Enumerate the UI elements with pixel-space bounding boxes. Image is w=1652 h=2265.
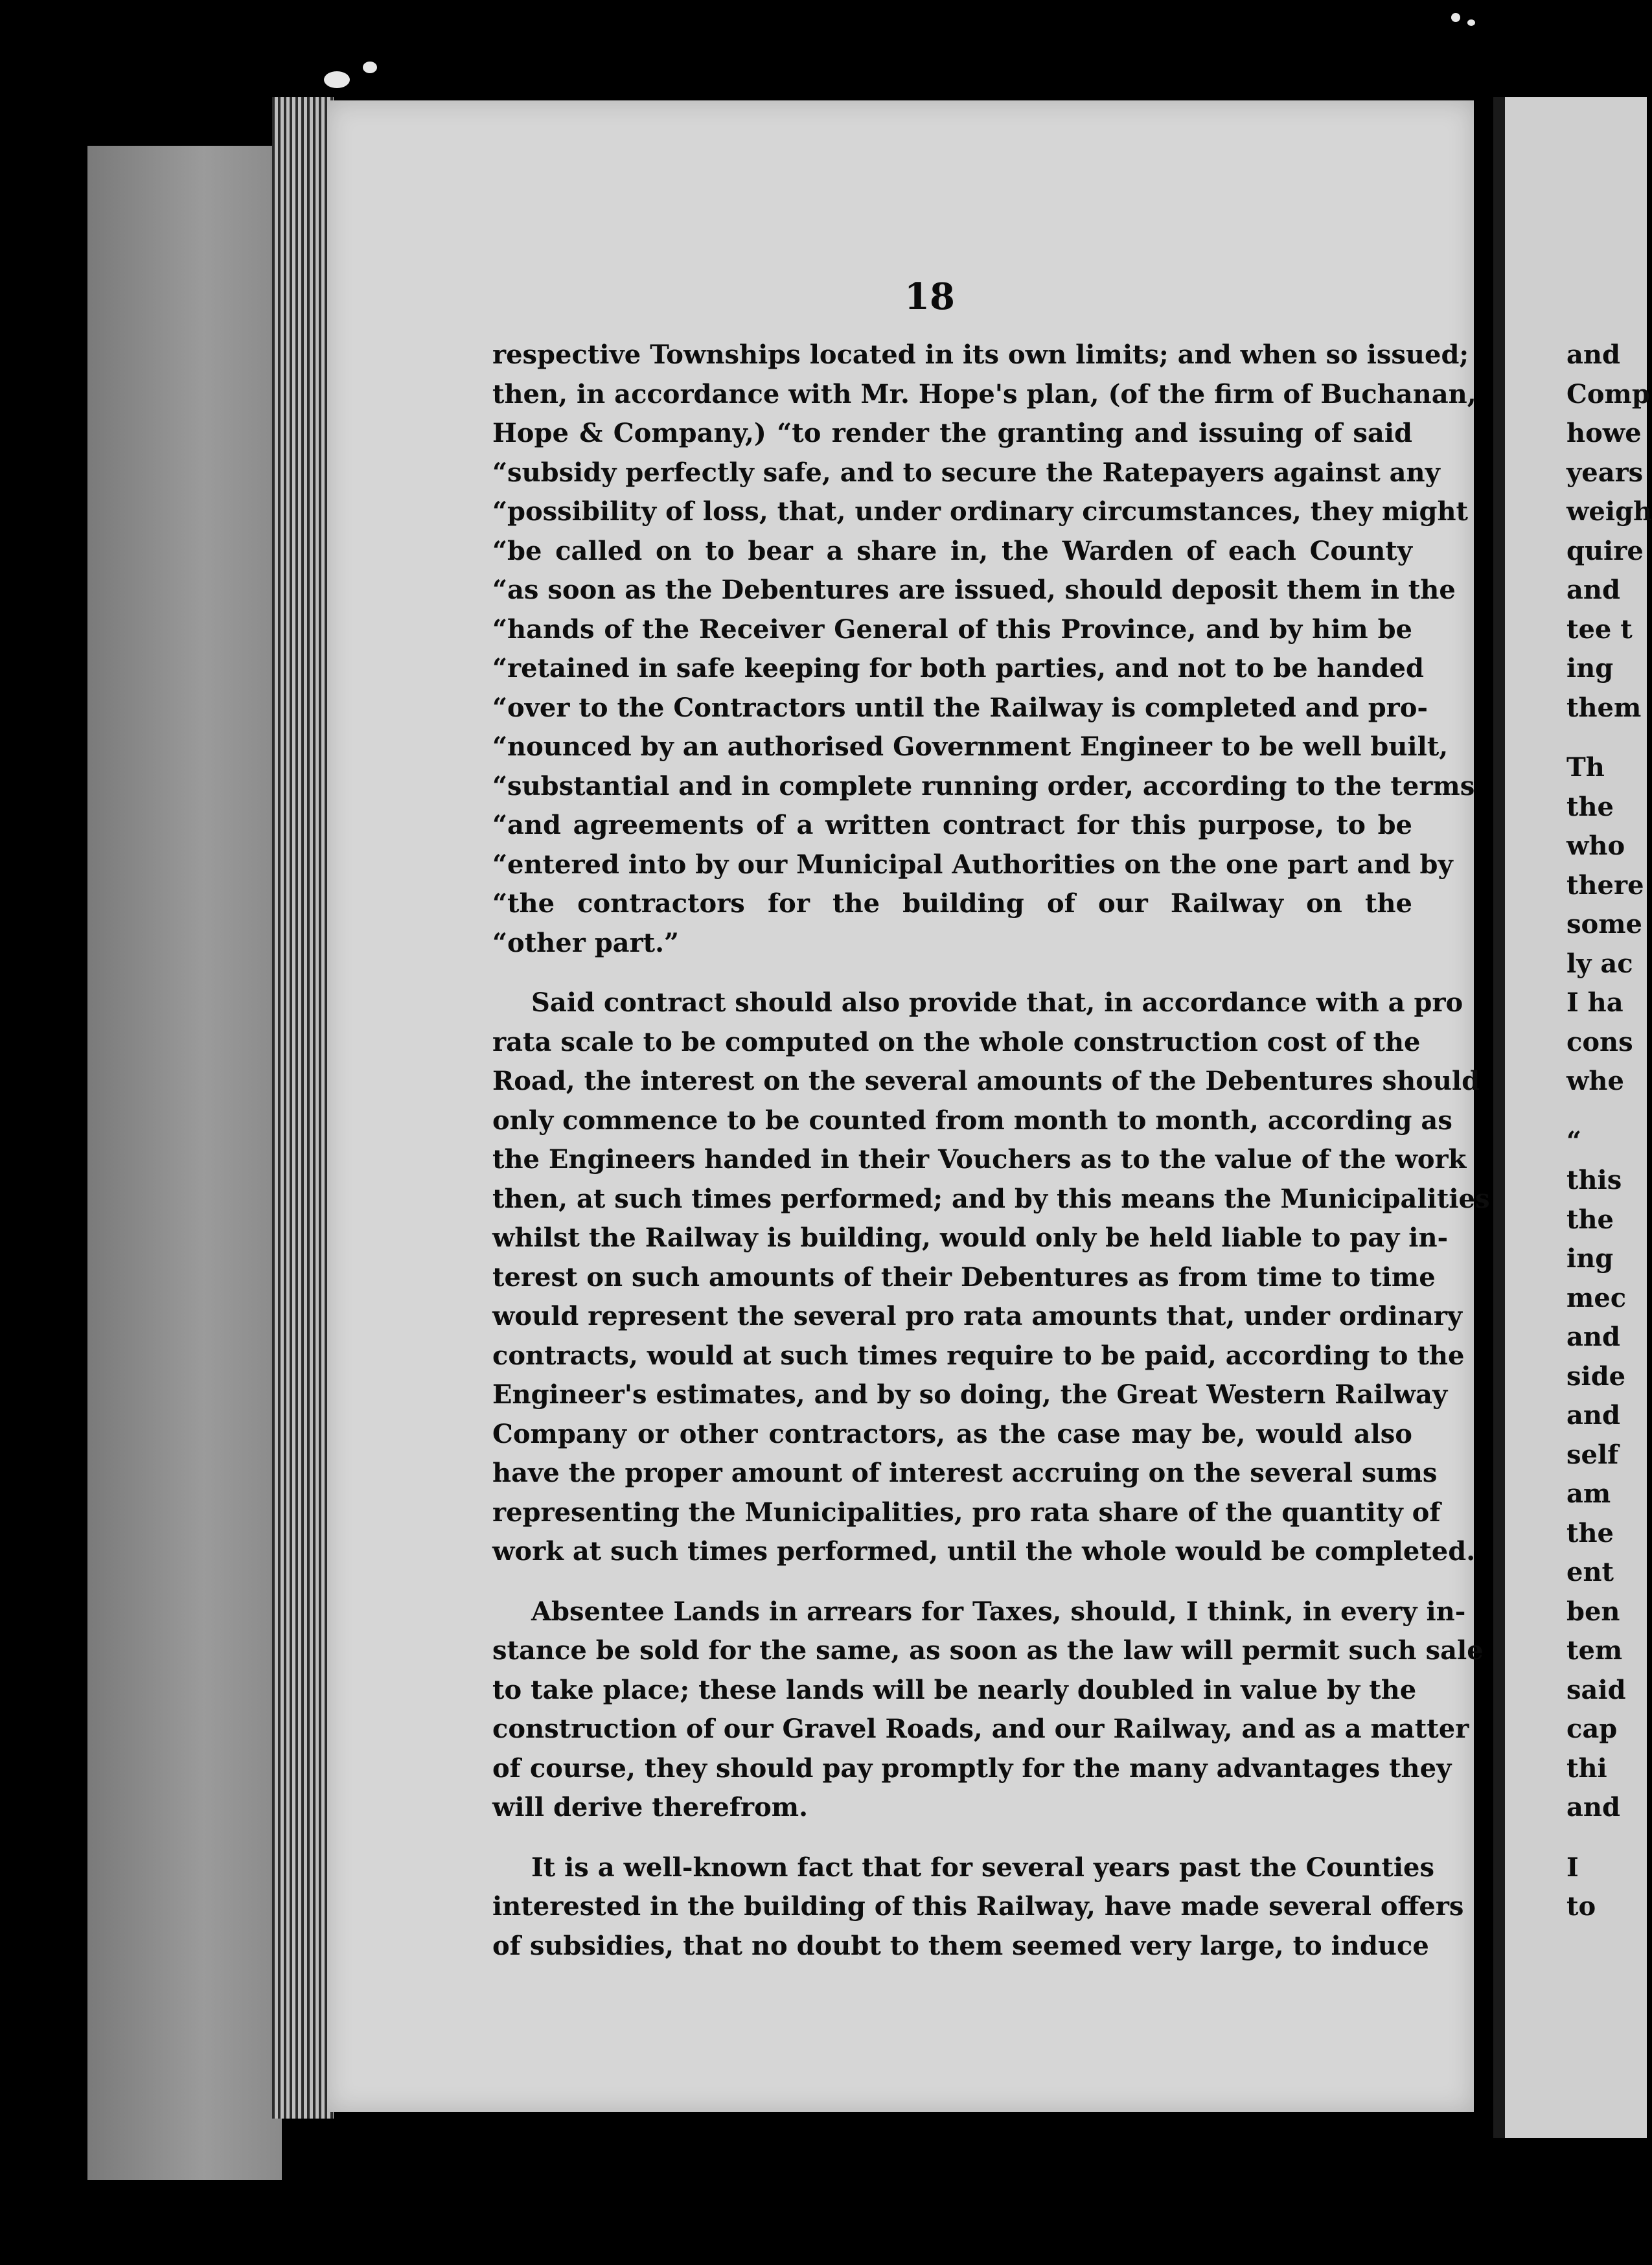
facing-page-text (1566, 336, 1652, 1927)
text-fragment: and (1566, 339, 1620, 370)
text-line: the Engineers handed in their Vouchers as to the value of the work (492, 1144, 1467, 1175)
text-fragment: weigh (1566, 496, 1652, 527)
text-fragment: ent (1566, 1557, 1614, 1587)
text-fragment: this (1566, 1165, 1622, 1195)
text-fragment: I (1566, 1852, 1579, 1883)
text-fragment: ly ac (1566, 948, 1633, 979)
text-fragment: side (1566, 1361, 1626, 1392)
text-line: would represent the several pro rata amounts that, under ordinary (492, 1301, 1463, 1331)
text-line: whilst the Railway is building, would only be held liable to pay in- (492, 1223, 1449, 1253)
text-line: stance be sold for the same, as soon as the law will permit such sale (492, 1635, 1484, 1666)
text-fragment: ing (1566, 1243, 1614, 1274)
text-line: Road, the interest on the several amounts of the Debentures should (492, 1066, 1480, 1096)
text-fragment: thi (1566, 1753, 1607, 1784)
text-fragment: Th (1566, 752, 1605, 783)
text-line: It is a well-known fact that for several years past the Counties (531, 1852, 1435, 1883)
text-line: “over to the Contractors until the Railway is completed and pro- (492, 692, 1428, 723)
text-line: work at such times performed, until the whole would be completed. (492, 1536, 1476, 1567)
text-line: only commence to be counted from month to month, according as (492, 1105, 1452, 1136)
text-fragment: ben (1566, 1596, 1620, 1627)
page-number: 18 (904, 275, 955, 318)
text-line: Said contract should also provide that, in accordance with a pro (531, 987, 1463, 1018)
scan-dust (363, 62, 377, 73)
text-line: “hands of the Receiver General of this Province, and by him be (492, 614, 1412, 645)
text-line: will derive therefrom. (492, 1792, 808, 1822)
text-fragment: tee t (1566, 614, 1633, 645)
text-fragment: and (1566, 575, 1620, 605)
text-line: rata scale to be computed on the whole construction cost of the (492, 1026, 1421, 1057)
text-fragment: cons (1566, 1026, 1633, 1057)
text-fragment: the (1566, 1517, 1614, 1548)
scan-dust (1467, 19, 1475, 26)
text-line: then, in accordance with Mr. Hope's plan, (of the firm of Buchanan, (492, 378, 1476, 409)
text-fragment: I ha (1566, 987, 1623, 1018)
text-fragment: the (1566, 791, 1614, 822)
text-line: Hope & Company,) “to render the granting and issuing of said (492, 418, 1412, 448)
text-line: representing the Municipalities, pro rata share of the quantity of (492, 1497, 1441, 1528)
scan-dust (1451, 13, 1460, 22)
text-line: “and agreements of a written contract for this purpose, to be (492, 810, 1412, 840)
text-line: construction of our Gravel Roads, and our Railway, and as a matter (492, 1714, 1469, 1744)
text-line: of subsidies, that no doubt to them seemed very large, to induce (492, 1930, 1429, 1961)
text-fragment: self (1566, 1439, 1619, 1470)
text-line: to take place; these lands will be nearly doubled in value by the (492, 1674, 1417, 1705)
text-fragment: “ (1566, 1125, 1582, 1156)
text-fragment: whe (1566, 1066, 1624, 1096)
text-line: “subsidy perfectly safe, and to secure the Ratepayers against any (492, 457, 1440, 488)
text-fragment: am (1566, 1478, 1611, 1509)
text-line: of course, they should pay promptly for the many advantages they (492, 1753, 1452, 1784)
text-fragment: years (1566, 457, 1644, 488)
text-fragment: tem (1566, 1635, 1623, 1666)
text-fragment: them (1566, 692, 1642, 723)
text-fragment: and (1566, 1400, 1620, 1431)
text-fragment: howe (1566, 418, 1642, 448)
text-fragment: the (1566, 1204, 1614, 1235)
text-fragment: quire (1566, 535, 1644, 566)
text-fragment: some (1566, 909, 1642, 939)
scan-backdrop (87, 146, 282, 2180)
text-fragment: who (1566, 831, 1625, 861)
text-line: Absentee Lands in arrears for Taxes, should, I think, in every in- (531, 1596, 1466, 1627)
text-fragment: Comp (1566, 378, 1650, 409)
page-text-column (492, 336, 1490, 1966)
text-line: “nounced by an authorised Government Engineer to be well built, (492, 731, 1449, 762)
text-fragment: cap (1566, 1714, 1618, 1744)
text-line: then, at such times performed; and by this means the Municipalities (492, 1183, 1490, 1214)
book-page-edges (272, 97, 334, 2119)
text-fragment: ing (1566, 653, 1614, 684)
text-line: respective Townships located in its own limits; and when so issued; (492, 339, 1469, 370)
text-line: “retained in safe keeping for both parties, and not to be handed (492, 653, 1424, 684)
text-fragment: said (1566, 1674, 1626, 1705)
text-fragment: and (1566, 1792, 1620, 1822)
text-line: interested in the building of this Railway, have made several offers (492, 1891, 1464, 1922)
text-line: “other part.” (492, 927, 680, 958)
text-line: “possibility of loss, that, under ordinary circumstances, they might (492, 496, 1468, 527)
text-line: “as soon as the Debentures are issued, should deposit them in the (492, 575, 1456, 605)
text-line: terest on such amounts of their Debentures as from time to time (492, 1261, 1436, 1293)
text-line: “entered into by our Municipal Authorities on the one part and by (492, 849, 1453, 880)
text-fragment: to (1566, 1891, 1596, 1922)
text-fragment: and (1566, 1322, 1620, 1352)
text-line: “the contractors for the building of our Railway on the (492, 888, 1412, 919)
text-line: Company or other contractors, as the case may be, would also (492, 1418, 1412, 1449)
text-line: have the proper amount of interest accruing on the several sums (492, 1458, 1438, 1488)
text-fragment: there (1566, 869, 1644, 901)
text-fragment: mec (1566, 1282, 1627, 1313)
text-line: contracts, would at such times require to be paid, according to the (492, 1340, 1465, 1371)
text-line: Engineer's estimates, and by so doing, the Great Western Railway (492, 1379, 1448, 1410)
text-line: “be called on to bear a share in, the Warden of each County (492, 535, 1412, 566)
text-line: “substantial and in complete running order, according to the terms (492, 770, 1475, 801)
scan-dust (324, 71, 350, 88)
